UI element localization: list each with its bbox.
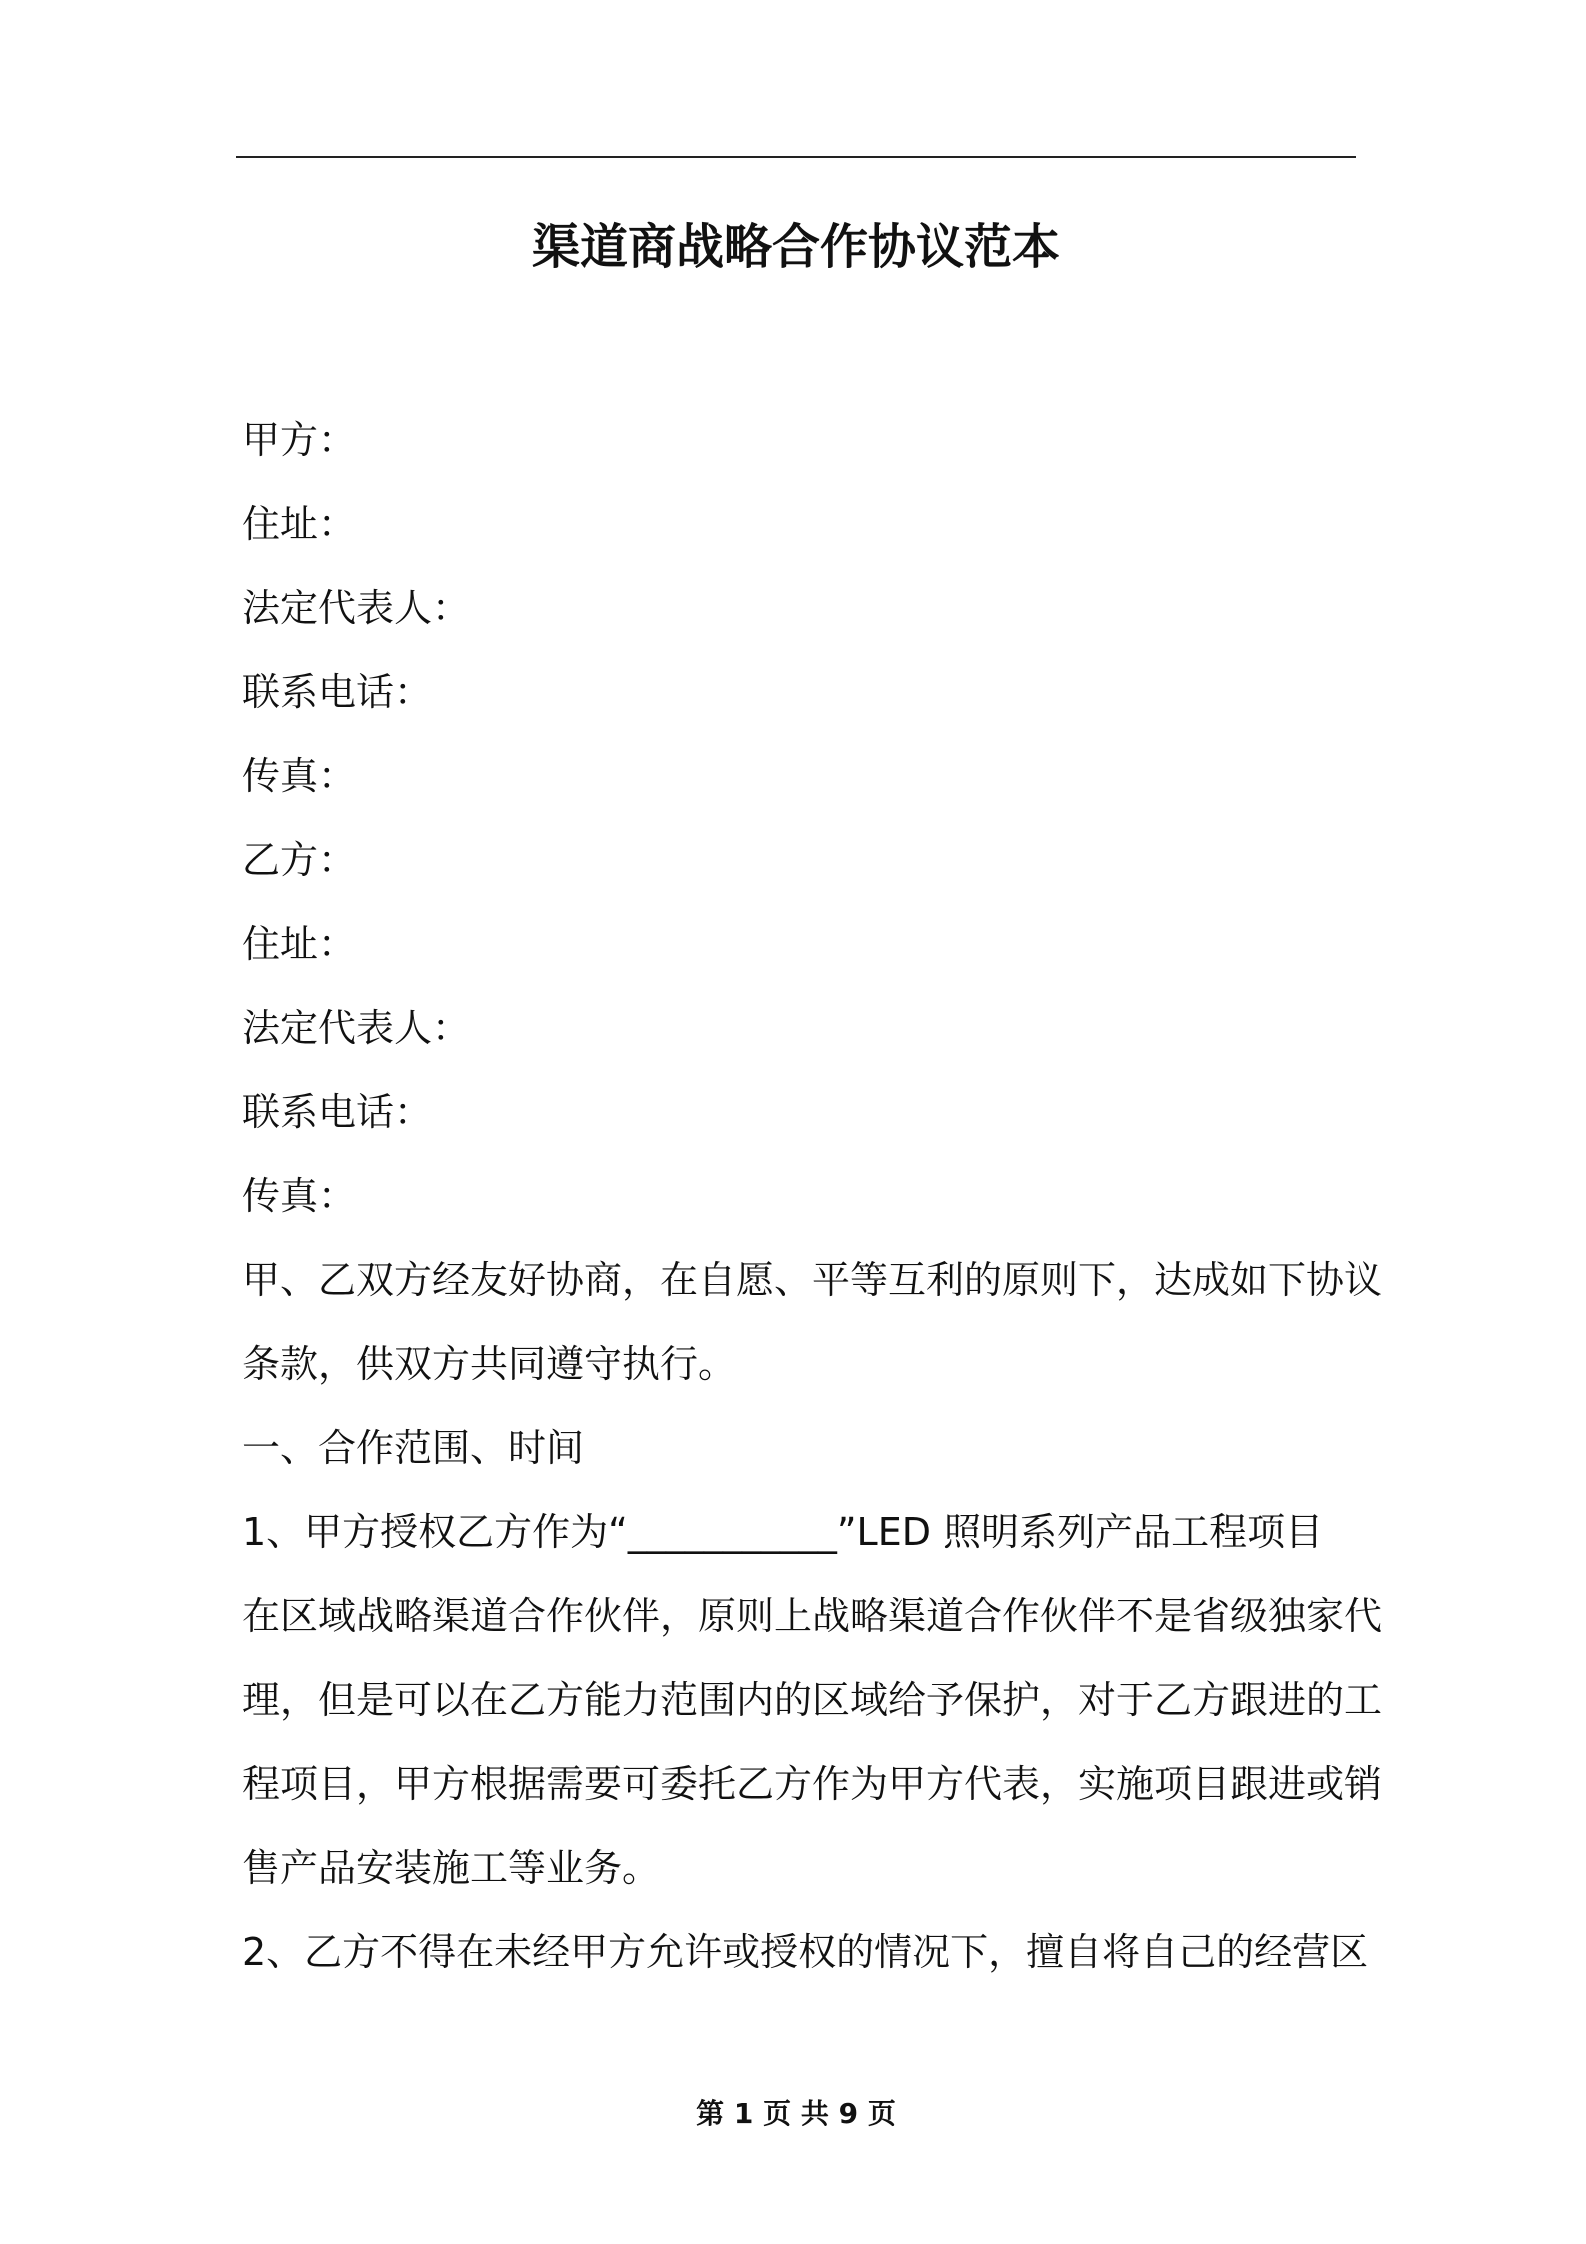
document-body — [242, 398, 1383, 1994]
document-title: 渠道商战略合作协议范本 — [531, 219, 1060, 275]
party-a-fax-field: 传真： — [242, 754, 357, 798]
party-b-name-field: 乙方： — [242, 838, 357, 882]
clause-1-line: 程项目，甲方根据需要可委托乙方作为甲方代表，实施项目跟进或销 — [242, 1762, 1383, 1806]
header-rule — [236, 156, 1356, 158]
intro-paragraph — [242, 1238, 1383, 1406]
clause-2-line: 2、乙方不得在未经甲方允许或授权的情况下，擅自将自己的经营区 — [242, 1930, 1369, 1974]
party-b-address-field: 住址： — [242, 922, 357, 966]
clause-1-line: 在区域战略渠道合作伙伴，原则上战略渠道合作伙伴不是省级独家代 — [242, 1594, 1383, 1638]
page-number-footer: 第 1 页 共 9 页 — [696, 2097, 896, 2130]
party-b-fax-field: 传真： — [242, 1174, 357, 1218]
party-b-legal-rep-field: 法定代表人： — [242, 1006, 471, 1050]
party-a-legal-rep-field: 法定代表人： — [242, 586, 471, 630]
party-b-phone-field: 联系电话： — [242, 1090, 433, 1134]
section-1-heading: 一、合作范围、时间 — [242, 1426, 585, 1470]
party-a-name-field: 甲方： — [242, 418, 357, 462]
clause-1-line: 1、甲方授权乙方作为“___________”LED 照明系列产品工程项目 — [242, 1510, 1324, 1554]
clause-2-paragraph — [242, 1910, 1369, 1994]
clause-1-line: 理，但是可以在乙方能力范围内的区域给予保护，对于乙方跟进的工 — [242, 1678, 1383, 1722]
party-a-address-field: 住址： — [242, 502, 357, 546]
intro-line: 甲、乙双方经友好协商，在自愿、平等互利的原则下，达成如下协议 — [242, 1258, 1383, 1302]
clause-1-paragraph — [242, 1490, 1383, 1910]
party-a-phone-field: 联系电话： — [242, 670, 433, 714]
intro-line: 条款，供双方共同遵守执行。 — [242, 1342, 737, 1386]
clause-1-line: 售产品安装施工等业务。 — [242, 1846, 661, 1890]
